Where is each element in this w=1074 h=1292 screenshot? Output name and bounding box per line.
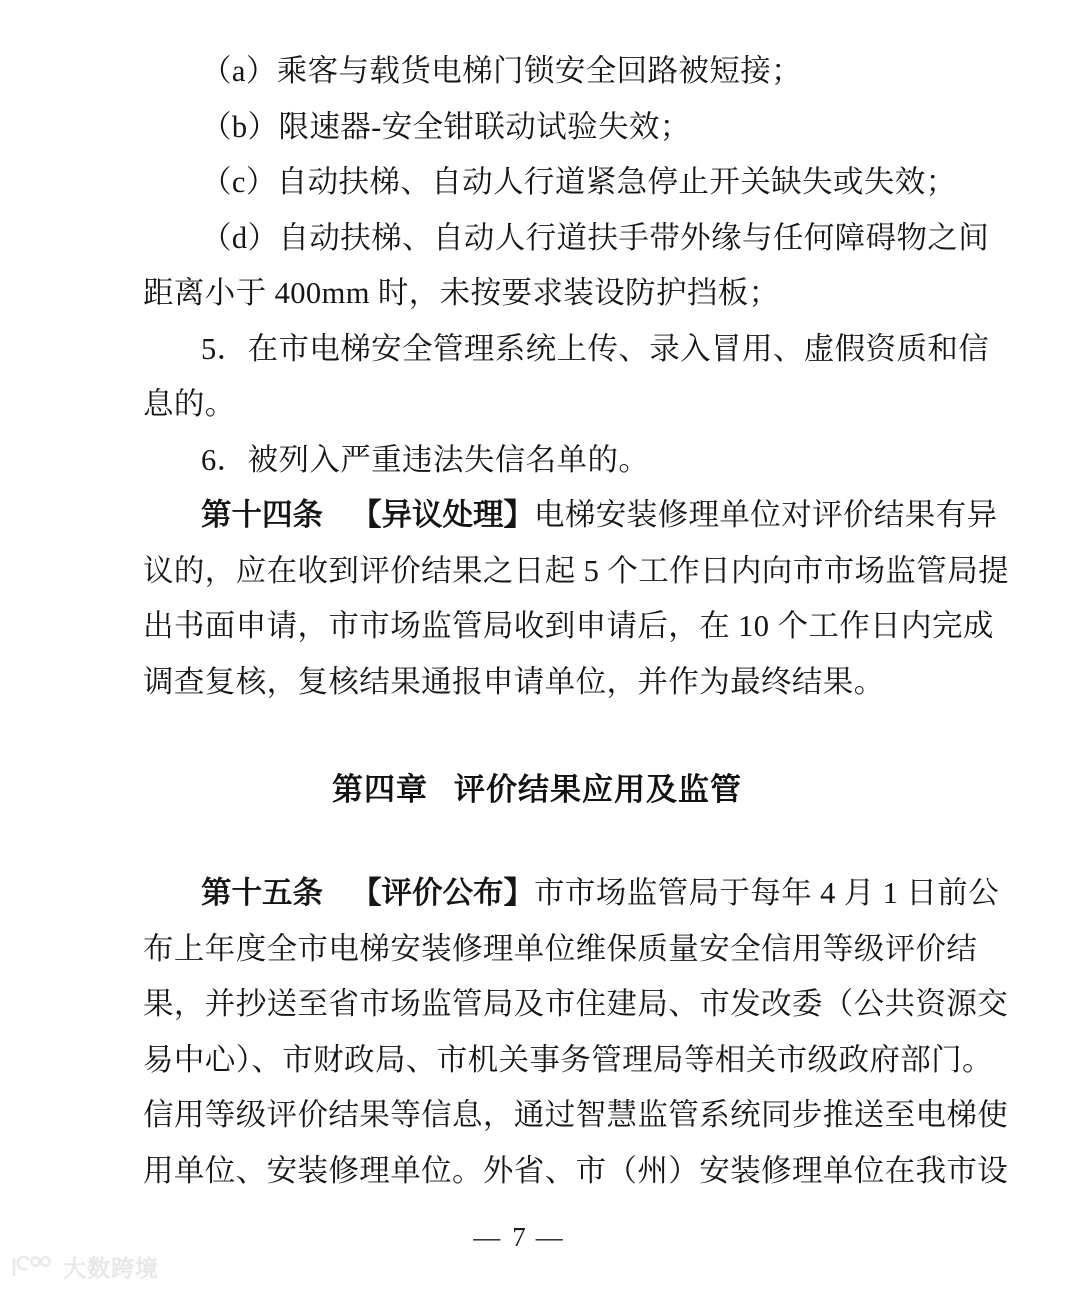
article-14-line-4: 调查复核，复核结果通报申请单位，并作为最终结果。 [143,664,885,699]
article-14-label: 第十四条 [201,498,323,533]
article-14-line-2: 议的，应在收到评价结果之日起 5 个工作日内向市市场监管局提 [143,553,1009,588]
list-item-5-line-1: 5．在市电梯安全管理系统上传、录入冒用、虚假资质和信 [201,331,990,366]
list-item-5-line-2: 息的。 [143,387,236,421]
list-item-d-line-2: 距离小于 400mm 时，未按要求装设防护挡板； [143,276,780,310]
list-item-a: （a）乘客与载货电梯门锁安全回路被短接； [201,54,803,88]
article-15-tag: 【评价公布】 [351,876,534,911]
watermark [10,1250,159,1283]
page-number-value: 7 [512,1222,526,1252]
page-number-dash-left: — [473,1222,503,1252]
article-15-line-4: 易中心）、市财政局、市机关事务管理局等相关市级政府部门。 [143,1042,993,1077]
dashu-kuajing-logo-icon [10,1254,54,1280]
article-15-line-2: 布上年度全市电梯安装修理单位维保质量安全信用等级评价结 [143,931,978,966]
chapter-number: 第四章 [332,772,428,808]
article-14-line-3: 出书面申请，市市场监管局收到申请后，在 10 个工作日内完成 [143,609,994,643]
list-item-b: （b）限速器-安全钳联动试验失效； [201,109,691,144]
chapter-heading [0,764,1074,809]
list-item-d-line-1: （d）自动扶梯、自动人行道扶手带外缘与任何障碍物之间 [201,220,990,255]
list-item-6: 6．被列入严重违法失信名单的。 [201,442,650,477]
page-number-dash-right: — [535,1222,565,1252]
article-15-label: 第十五条 [201,876,323,911]
list-item-c: （c）自动扶梯、自动人行道紧急停止开关缺失或失效； [201,165,957,199]
page-number [0,1222,1074,1253]
article-15-first-line-rest: 市市场监管局于每年 4 月 1 日前公 [534,876,1000,910]
watermark-text: 大数跨境 [63,1256,159,1282]
article-14-first-line [143,488,998,544]
article-15-line-3: 果，并抄送至省市场监管局及市住建局、市发改委（公共资源交 [143,987,1009,1021]
article-14-first-line-rest: 电梯安装修理单位对评价结果有异 [534,498,998,532]
article-15-first-line [143,866,1000,922]
article-15-line-6: 用单位、安装修理单位。外省、市（州）安装修理单位在我市设 [143,1153,1009,1188]
document-text-column [143,44,1009,710]
article-15-block [143,866,1009,1199]
article-14-tag: 【异议处理】 [351,498,534,533]
article-15-line-5: 信用等级评价结果等信息，通过智慧监管系统同步推送至电梯使 [143,1098,1009,1132]
chapter-title: 评价结果应用及监管 [454,772,742,808]
